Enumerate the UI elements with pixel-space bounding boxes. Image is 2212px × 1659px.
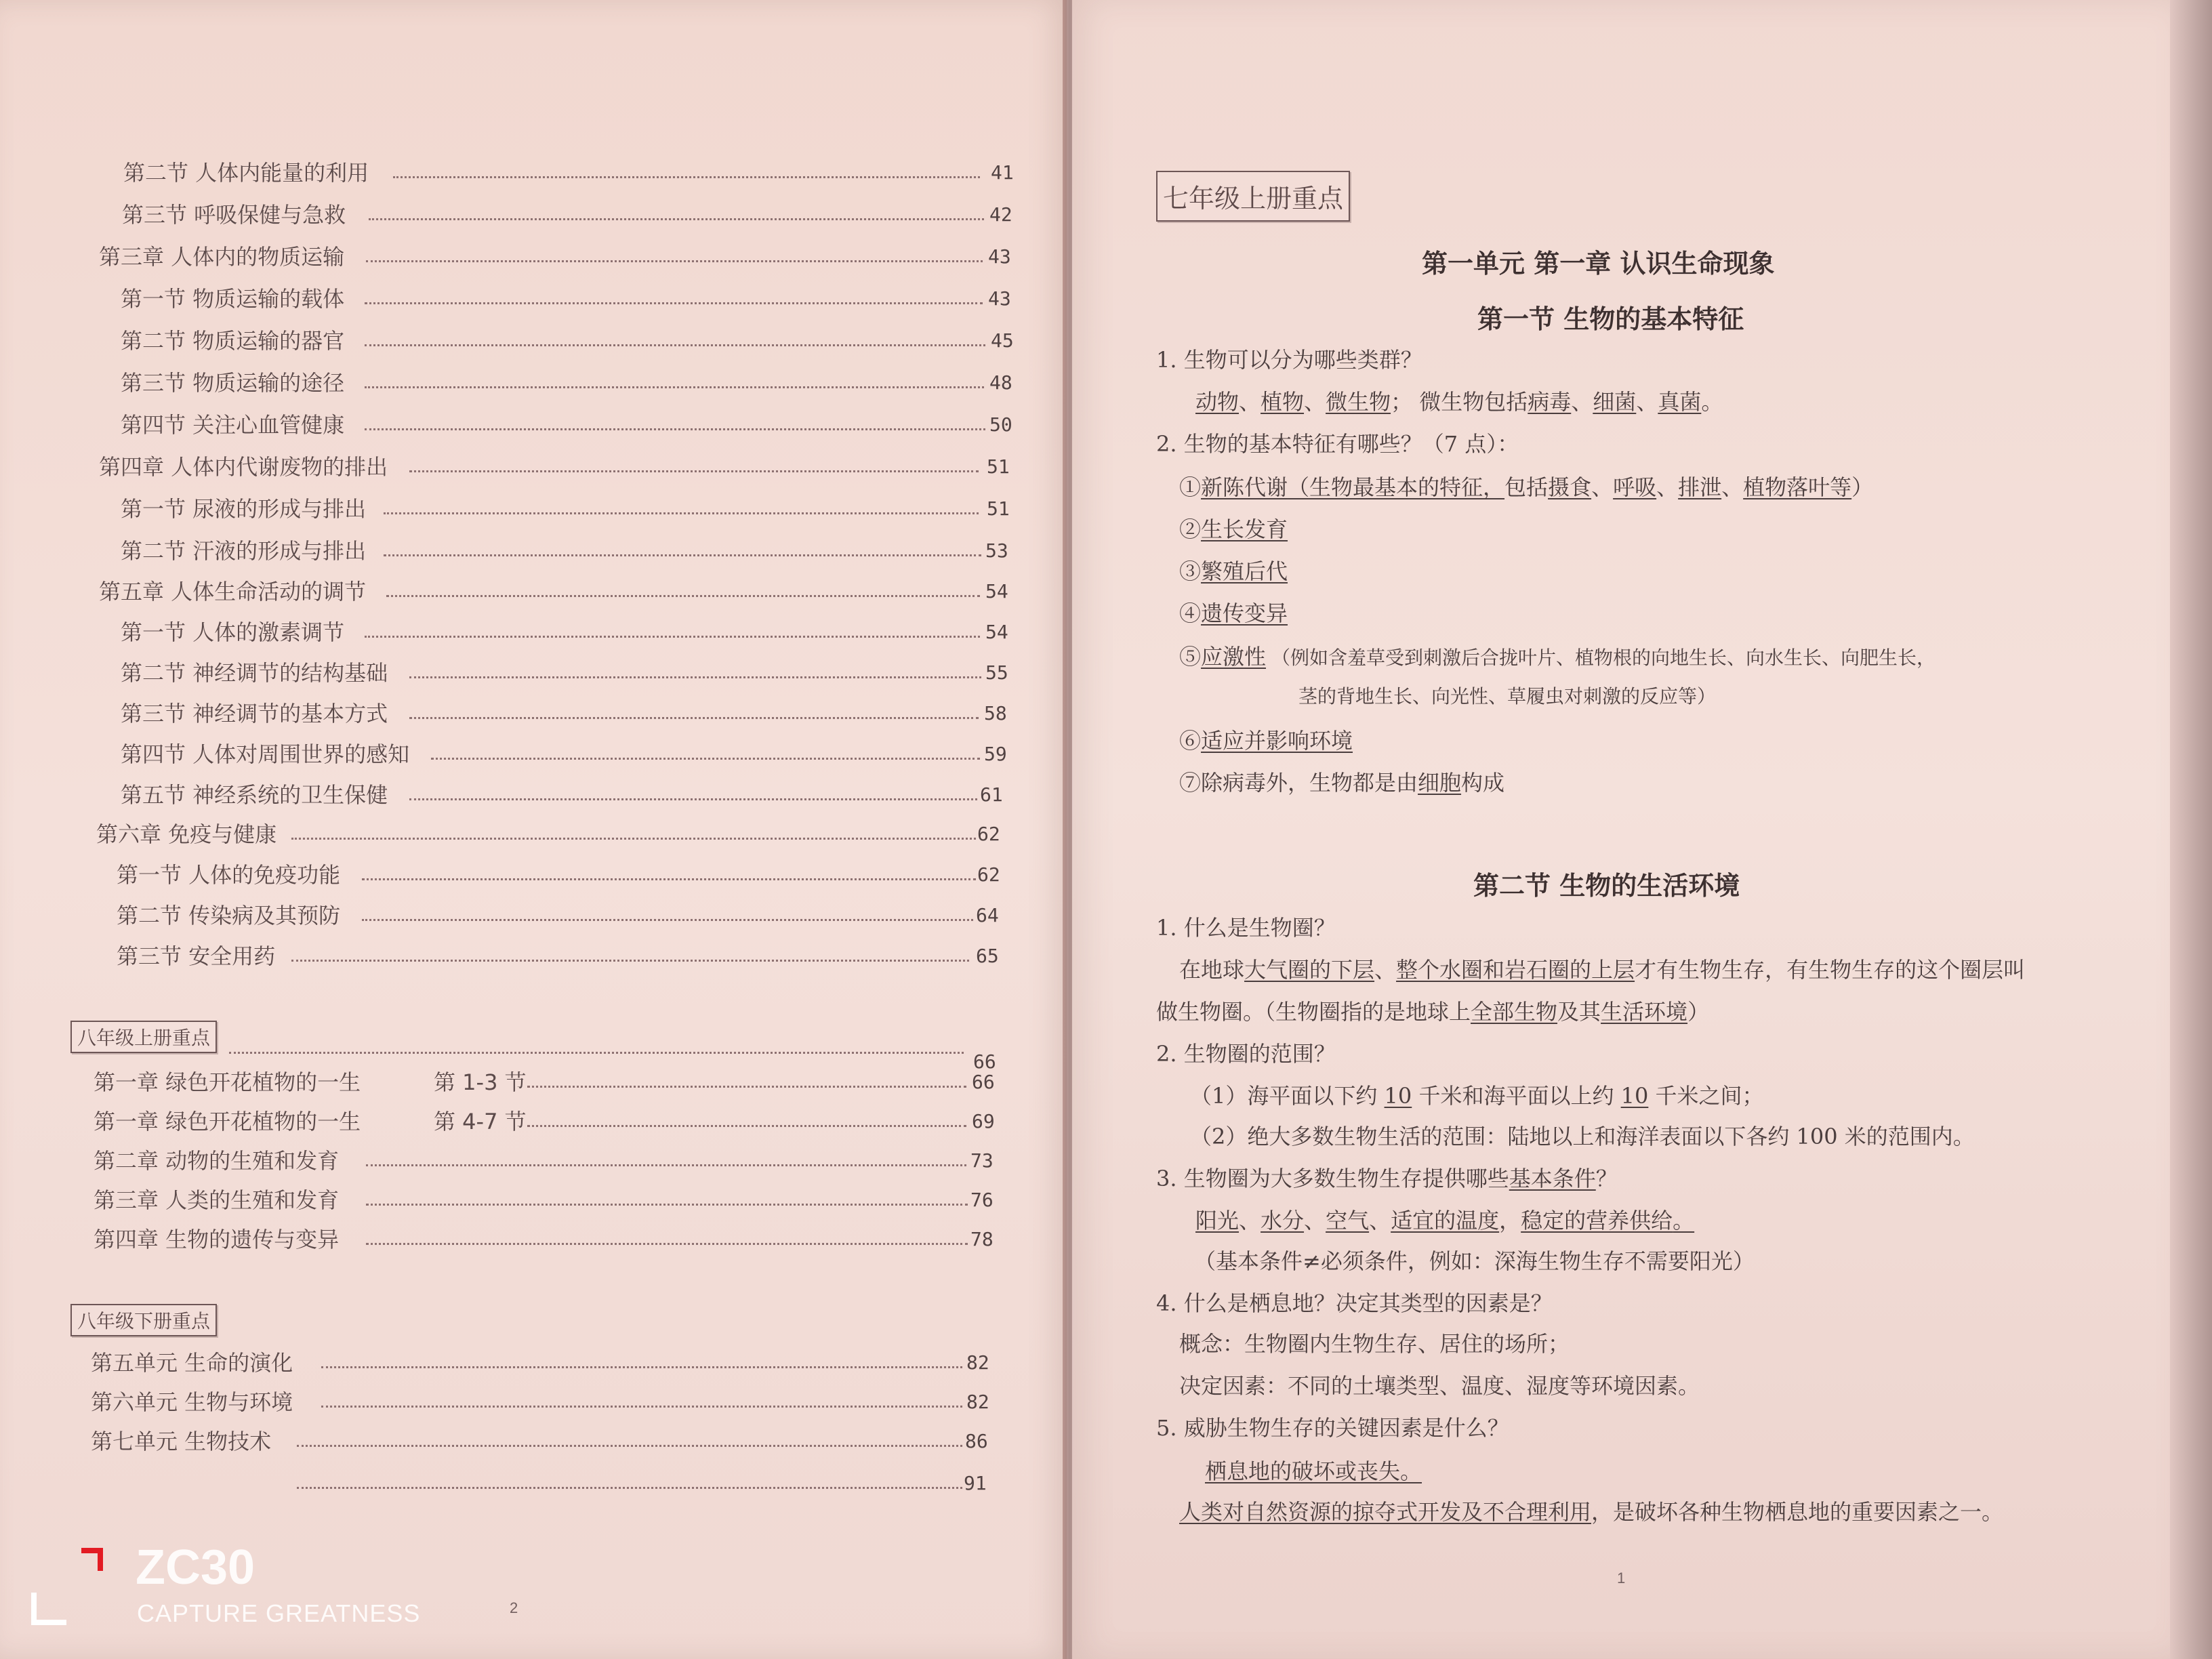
toc-entry [0, 241, 1067, 272]
toc-entry-sub-label: 第 1-3 节 [434, 1069, 527, 1095]
toc-page-number: 91 [964, 1472, 987, 1494]
feature-5-line [1179, 640, 1936, 671]
camera-brand: ZC30 [136, 1540, 255, 1595]
toc-entry [0, 451, 1067, 483]
section2-answer-4-line-1: 概念：生物圈内生物生存、居住的场所； [1179, 1331, 1570, 1357]
toc-entry-label: 第六单元 生物与环境 [91, 1389, 293, 1415]
section2-answer-2-value: 10 [1384, 1083, 1412, 1109]
toc-entry [0, 493, 1067, 525]
section2-answer-2-value: 10 [1620, 1083, 1649, 1109]
section2-answer-5-text: ，是破坏各种生物栖息地的重要因素之一。 [1591, 1499, 2004, 1525]
section2-answer-5-line-1: 栖息地的破坏或丧失。 [1205, 1458, 1422, 1484]
toc-page-number: 73 [970, 1149, 994, 1172]
toc-entry [0, 157, 1067, 188]
toc-page-number: 69 [972, 1110, 995, 1132]
toc-entry [0, 1468, 1067, 1499]
section-heading-grade8-vol1: 八年级上册重点 [70, 1021, 217, 1053]
toc-entry [0, 941, 1067, 972]
feature-1-detail-open: （生物最基本的特征， [1288, 474, 1505, 500]
section2-question-3-end: ？ [1595, 1166, 1618, 1191]
feature-2-number: ② [1179, 516, 1202, 542]
toc-entry-label: 第一章 绿色开花植物的一生 [94, 1069, 361, 1095]
camera-tagline: CAPTURE GREATNESS [137, 1599, 421, 1627]
condition-separator: 、 [1369, 1208, 1391, 1233]
toc-entry [0, 535, 1067, 567]
toc-leader-dots [297, 1445, 962, 1448]
feature-1-main: 新陈代谢 [1201, 474, 1288, 500]
answer-1-text: ； 微生物包括 [1391, 389, 1528, 415]
toc-page-number: 86 [965, 1430, 988, 1452]
toc-page-number: 76 [970, 1189, 994, 1211]
toc-page-number: 54 [985, 621, 1008, 643]
toc-entry [0, 698, 1067, 729]
toc-entry [0, 367, 1067, 398]
toc-entry-label: 第四章 生物的遗传与变异 [94, 1227, 340, 1252]
section2-answer-1-text: 及其 [1557, 999, 1601, 1025]
toc-entry [0, 1387, 1067, 1418]
condition-end: 。 [1673, 1208, 1695, 1233]
toc-page-number: 41 [991, 161, 1014, 184]
toc-page-number: 62 [977, 863, 1000, 886]
feature-6-main: 适应并影响环境 [1201, 728, 1353, 754]
toc-leader-dots [291, 838, 976, 841]
answer-1-separator: 、 [1304, 389, 1326, 415]
toc-entry-label: 第二节 人体内能量的利用 [123, 160, 369, 186]
feature-6-number: ⑥ [1179, 728, 1202, 754]
toc-leader-dots [369, 218, 984, 222]
toc-entry-label: 第三节 物质运输的途径 [121, 370, 345, 396]
toc-entry-label: 第四章 人体内代谢废物的排出 [99, 454, 388, 480]
feature-2-line [1179, 512, 1288, 544]
toc-entry-label: 第四节 关注心血管健康 [121, 412, 345, 438]
toc-entry [0, 900, 1067, 931]
toc-entry-label: 第七单元 生物技术 [91, 1429, 272, 1454]
feature-4-number: ④ [1179, 600, 1202, 626]
toc-page-number: 58 [984, 702, 1007, 724]
feature-1-line [1179, 470, 1873, 501]
toc-leader-dots [365, 344, 985, 348]
section2-answer-5-human-factor: 人类对自然资源的掠夺式开发及不合理利用 [1179, 1499, 1592, 1525]
toc-page-number: 82 [966, 1351, 989, 1374]
toc-leader-dots [409, 470, 979, 474]
answer-1-fungi: 真菌 [1658, 389, 1702, 415]
toc-entry [0, 739, 1067, 770]
section2-answer-1-end: ） [1687, 999, 1710, 1025]
toc-entry-label: 第一节 物质运输的载体 [121, 286, 345, 312]
book-edge-shadow [2170, 0, 2212, 1659]
feature-7-line [1179, 766, 1504, 797]
toc-entry-label: 第一节 尿液的形成与排出 [121, 496, 367, 522]
answer-1-plants: 植物 [1261, 389, 1305, 415]
feature-7-number: ⑦ [1179, 770, 1202, 796]
section1-heading: 第一节 生物的基本特征 [1477, 304, 1744, 334]
toc-page-number: 51 [987, 497, 1010, 520]
section2-answer-2-end: 千米之间； [1648, 1083, 1764, 1109]
toc-entry [0, 617, 1067, 648]
toc-entry-label: 第四节 人体对周围世界的感知 [121, 741, 410, 767]
toc-entry [0, 1145, 1067, 1176]
feature-7-cell: 细胞 [1418, 770, 1462, 796]
toc-entry [0, 409, 1067, 441]
condition-temperature: 适宜的温度 [1391, 1208, 1500, 1233]
toc-entry [0, 859, 1067, 890]
toc-entry [0, 1224, 1067, 1255]
condition-separator: 、 [1239, 1208, 1261, 1233]
toc-entry [0, 1426, 1067, 1457]
section2-answer-4-line-2: 决定因素：不同的土壤类型、温度、湿度等环境因素。 [1179, 1373, 1700, 1399]
toc-leader-dots [386, 595, 980, 598]
feature-4-main: 遗传变异 [1201, 600, 1288, 626]
toc-entry-sub-label: 第 4-7 节 [434, 1109, 527, 1134]
toc-entry [0, 1067, 1067, 1098]
section2-answer-1-line-2 [1156, 995, 1709, 1026]
section2-question-1: 1. 什么是生物圈？ [1156, 915, 1336, 941]
feature-3-number: ③ [1179, 558, 1202, 584]
section2-answer-2-text: （1）海平面以下约 [1190, 1083, 1385, 1109]
feature-7-text: 除病毒外，生物都是由 [1201, 770, 1418, 796]
photo-frame-icon [28, 1593, 76, 1628]
toc-entry-label: 第一章 绿色开花植物的一生 [94, 1109, 361, 1134]
toc-leader-dots [409, 717, 979, 720]
toc-entry [0, 1185, 1067, 1216]
section2-question-2: 2. 生物圈的范围？ [1156, 1041, 1336, 1067]
section2-answer-1-hydrosphere: 整个水圈和岩石圈的上层 [1396, 957, 1635, 983]
feature-7-end: 构成 [1461, 770, 1505, 796]
toc-entry-label: 第一节 人体的激素调节 [121, 619, 345, 645]
answer-1-separator: 、 [1636, 389, 1658, 415]
toc-entry-label: 第三章 人体内的物质运输 [99, 244, 345, 270]
toc-entry [0, 576, 1067, 607]
toc-entry-label: 第三节 呼吸保健与急救 [122, 202, 346, 228]
toc-entry [0, 1347, 1067, 1378]
toc-leader-dots [321, 1366, 962, 1370]
section2-answer-2-line-1 [1190, 1079, 1764, 1110]
feature-3-main: 繁殖后代 [1201, 558, 1288, 584]
toc-leader-dots [291, 960, 969, 963]
section2-answer-1-text: 做生物圈。（生物圈指的是地球上 [1156, 999, 1471, 1025]
toc-page-number: 78 [970, 1228, 994, 1250]
section2-answer-1-text: 在地球 [1179, 957, 1245, 983]
toc-entry [0, 657, 1067, 689]
right-page-number: 1 [1617, 1570, 1626, 1586]
condition-separator: ， [1499, 1208, 1521, 1233]
section2-answer-1-line-1 [1179, 953, 2025, 984]
toc-leader-dots [321, 1406, 962, 1409]
toc-page-number: 62 [977, 823, 1000, 845]
section2-question-3-text: 3. 生物圈为大多数生物生存提供哪些 [1156, 1166, 1509, 1191]
section2-answer-1-all-life: 全部生物 [1471, 999, 1558, 1025]
section2-answer-1-environment: 生活环境 [1601, 999, 1688, 1025]
toc-entry-label: 第二章 动物的生殖和发育 [94, 1148, 340, 1174]
toc-leader-dots [409, 676, 981, 680]
section-heading-grade8-vol2: 八年级下册重点 [70, 1304, 217, 1336]
toc-entry [0, 779, 1067, 811]
toc-entry-label: 第二节 神经调节的结构基础 [121, 660, 388, 686]
feature-2-main: 生长发育 [1201, 516, 1288, 542]
section-8a-leader-dots [229, 1052, 964, 1055]
toc-page-number: 43 [988, 287, 1011, 310]
section2-heading: 第二节 生物的生活环境 [1473, 871, 1740, 901]
toc-entry-label: 第五节 神经系统的卫生保健 [121, 782, 388, 808]
feature-1-detail-breathing: 呼吸 [1613, 474, 1657, 500]
toc-leader-dots [527, 1086, 966, 1089]
toc-entry [0, 199, 1067, 230]
feature-1-separator: 、 [1721, 474, 1744, 500]
toc-leader-dots [297, 1487, 962, 1490]
section-8a-page-number: 66 [973, 1050, 996, 1073]
left-page-number: 2 [510, 1599, 518, 1616]
section2-answer-3 [1195, 1204, 1694, 1235]
toc-page-number: 43 [988, 245, 1011, 268]
toc-leader-dots [409, 798, 977, 802]
answer-1-separator: 、 [1571, 389, 1593, 415]
section2-answer-3-note: （基本条件≠必须条件，例如：深海生物生存不需要阳光） [1194, 1248, 1755, 1274]
section2-answer-1-text: 才有生物生存，有生物生存的这个圈层叫 [1635, 957, 2026, 983]
toc-entry-label: 第二节 传染病及其预防 [117, 903, 341, 928]
toc-entry-label: 第三章 人类的生殖和发育 [94, 1187, 340, 1213]
feature-5-main: 应激性 [1201, 644, 1267, 670]
toc-leader-dots [366, 1204, 968, 1207]
toc-leader-dots [431, 758, 980, 761]
feature-6-line [1179, 724, 1353, 755]
toc-leader-dots [365, 428, 985, 432]
condition-air: 空气 [1326, 1208, 1370, 1233]
toc-leader-dots [366, 1164, 966, 1168]
toc-page-number: 42 [989, 203, 1012, 226]
toc-entry-label: 第五章 人体生命活动的调节 [99, 579, 367, 605]
toc-page-number: 65 [976, 945, 999, 967]
toc-entry-label: 第一节 人体的免疫功能 [117, 862, 341, 888]
question-2: 2. 生物的基本特征有哪些？（7 点）： [1156, 431, 1519, 457]
toc-entry-label: 第五单元 生命的演化 [91, 1350, 293, 1376]
feature-5-detail-line-1: （例如含羞草受到刺激后合拢叶片、植物根的向地生长、向水生长、向肥生长， [1271, 647, 1936, 669]
toc-page-number: 82 [966, 1391, 989, 1413]
answer-1-end: 。 [1701, 389, 1723, 415]
toc-page-number: 50 [989, 413, 1012, 436]
toc-leader-dots [393, 176, 980, 180]
toc-entry-label: 第六章 免疫与健康 [96, 821, 277, 847]
right-page [1072, 0, 2170, 1659]
section2-question-4: 4. 什么是栖息地？决定其类型的因素是？ [1156, 1290, 1553, 1316]
feature-1-detail-include: 包括 [1504, 474, 1549, 500]
toc-page-number: 45 [991, 329, 1014, 352]
toc-entry [0, 819, 1067, 850]
feature-1-number: ① [1179, 474, 1202, 500]
toc-page-number: 61 [980, 783, 1003, 806]
toc-page-number: 64 [976, 904, 999, 926]
toc-page-number: 51 [987, 455, 1010, 478]
toc-leader-dots [365, 636, 980, 639]
section2-answer-1-separator: 、 [1374, 957, 1397, 983]
toc-leader-dots [362, 878, 976, 882]
feature-5-number: ⑤ [1179, 644, 1202, 670]
toc-leader-dots [384, 512, 979, 516]
grade7-vol1-tag: 七年级上册重点 [1156, 171, 1350, 222]
feature-1-detail-close: ） [1851, 474, 1874, 500]
toc-leader-dots [365, 386, 984, 390]
feature-1-separator: 、 [1591, 474, 1614, 500]
toc-leader-dots [365, 302, 983, 306]
toc-entry-label: 第三节 安全用药 [117, 943, 276, 969]
toc-page-number: 53 [985, 539, 1008, 562]
answer-1-microorganisms: 微生物 [1326, 389, 1391, 415]
toc-leader-dots [527, 1125, 966, 1128]
condition-water: 水分 [1261, 1208, 1305, 1233]
answer-1-separator: 、 [1239, 389, 1261, 415]
toc-entry-label: 第二节 物质运输的器官 [121, 328, 345, 354]
toc-entry [0, 325, 1067, 356]
answer-1-bacteria: 细菌 [1593, 389, 1637, 415]
toc-leader-dots [366, 260, 983, 264]
toc-leader-dots [366, 1243, 968, 1246]
condition-nutrition: 稳定的营养供给 [1521, 1208, 1673, 1233]
condition-separator: 、 [1304, 1208, 1326, 1233]
toc-page-number: 55 [985, 661, 1008, 684]
feature-1-detail-leaf-fall: 植物落叶等 [1743, 474, 1852, 500]
toc-entry-label: 第三节 神经调节的基本方式 [121, 701, 388, 726]
feature-1-detail-excretion: 排泄 [1678, 474, 1722, 500]
condition-sunlight: 阳光 [1195, 1208, 1240, 1233]
toc-leader-dots [362, 919, 973, 922]
answer-1-virus: 病毒 [1528, 389, 1572, 415]
camera-logo-icon [73, 1542, 121, 1578]
section2-answer-2-line-2: （2）绝大多数生物生活的范围：陆地以上和海洋表面以下各约 100 米的范围内。 [1190, 1124, 1975, 1149]
section2-question-5: 5. 威胁生物生存的关键因素是什么？ [1156, 1415, 1509, 1441]
toc-entry [0, 1106, 1067, 1137]
feature-1-separator: 、 [1656, 474, 1679, 500]
section2-answer-1-atmosphere: 大气圈的下层 [1244, 957, 1375, 983]
toc-entry-label: 第二节 汗液的形成与排出 [121, 538, 367, 564]
unit-heading: 第一单元 第一章 认识生命现象 [1422, 249, 1775, 279]
answer-1-line [1195, 385, 1723, 416]
toc-page-number: 48 [989, 371, 1012, 394]
toc-page-number: 59 [984, 743, 1007, 765]
section2-question-3-basic-conditions: 基本条件 [1509, 1166, 1596, 1191]
toc-leader-dots [384, 554, 981, 558]
toc-page-number: 66 [972, 1071, 995, 1093]
section2-answer-5-line-2 [1179, 1495, 2003, 1526]
left-page [0, 0, 1067, 1659]
feature-5-detail-line-2: 茎的背地生长、向光性、草履虫对刺激的反应等） [1298, 685, 1717, 708]
section2-question-3 [1156, 1162, 1618, 1193]
toc-entry [0, 283, 1067, 314]
feature-1-detail-eating: 摄食 [1548, 474, 1592, 500]
toc-page-number: 54 [985, 580, 1008, 602]
feature-3-line [1179, 554, 1288, 586]
feature-4-line [1179, 596, 1288, 628]
answer-1-animals: 动物 [1195, 389, 1240, 415]
question-1: 1. 生物可以分为哪些类群？ [1156, 347, 1422, 373]
section2-answer-2-text: 千米和海平面以上约 [1412, 1083, 1621, 1109]
